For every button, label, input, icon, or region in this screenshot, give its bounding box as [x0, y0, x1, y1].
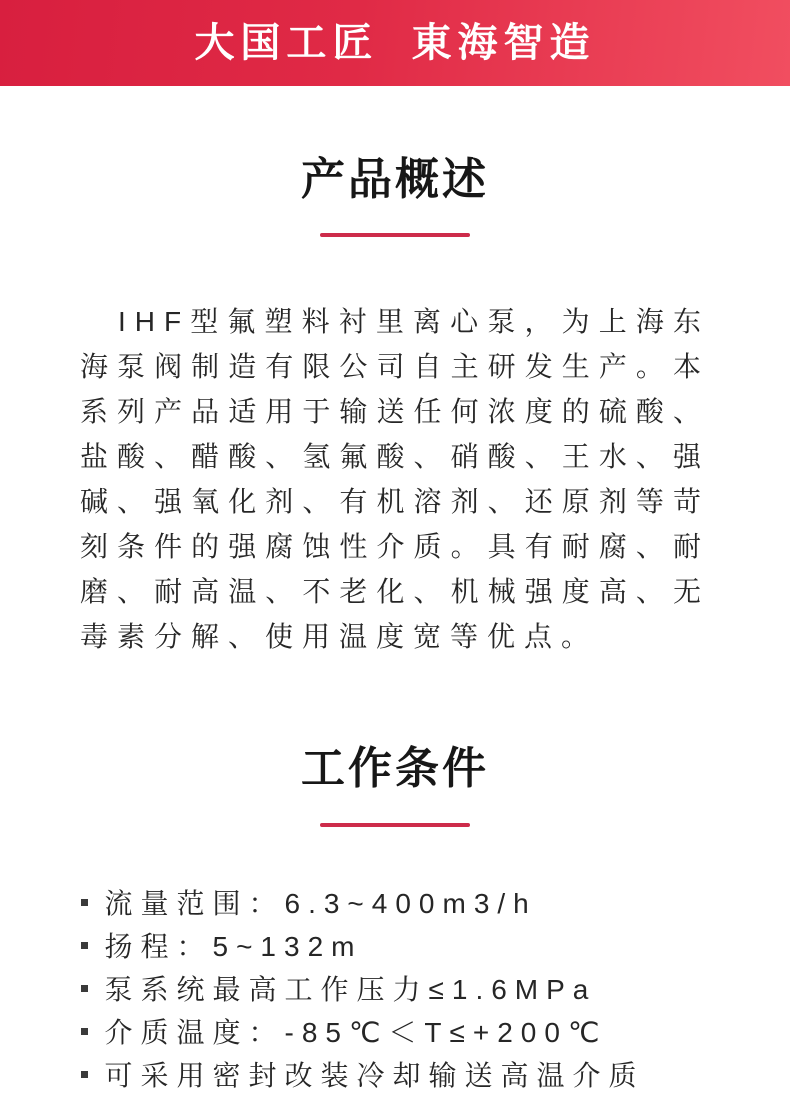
conditions-section-title: 工作条件 — [301, 744, 489, 794]
bullet-icon — [81, 1071, 88, 1078]
conditions-title-underline — [320, 823, 470, 827]
overview-paragraph: IHF型氟塑料衬里离心泵，为上海东海泵阀制造有限公司自主研发生产。本系列产品适用于输送任何浓度的硫酸、盐酸、醋酸、氢氟酸、硝酸、王水、强碱、强氧化剂、有机溶剂、还原剂等苛刻条件的强腐蚀性介质。具有耐腐、耐磨、耐高温、不老化、机械强度高、无毒素分解、使用温度宽等优点。 — [80, 306, 710, 653]
bullet-icon — [81, 1028, 88, 1035]
overview-section-title: 产品概述 — [301, 155, 489, 204]
condition-item — [78, 924, 713, 967]
bullet-icon — [81, 899, 88, 906]
conditions-list — [78, 881, 713, 1096]
condition-item-text: 泵系统最高工作压力≤1.6MPa — [104, 974, 597, 1006]
condition-item-text: 介质温度：-85℃＜T≤+200℃ — [104, 1017, 608, 1049]
condition-item-text: 扬程：5~132m — [104, 931, 363, 963]
bullet-icon — [81, 942, 88, 949]
overview-section — [0, 156, 790, 659]
condition-item — [78, 967, 713, 1010]
header-title: 大国工匠 東海智造 — [194, 20, 596, 65]
condition-item — [78, 881, 713, 924]
condition-item-text: 可采用密封改装冷却输送高温介质 — [104, 1060, 645, 1092]
conditions-section — [0, 745, 790, 1095]
condition-item-text: 流量范围：6.3~400m3/h — [104, 888, 537, 920]
condition-item — [78, 1010, 713, 1053]
overview-title-underline — [320, 233, 470, 237]
header-banner — [0, 0, 790, 86]
condition-item — [78, 1053, 713, 1096]
bullet-icon — [81, 985, 88, 992]
